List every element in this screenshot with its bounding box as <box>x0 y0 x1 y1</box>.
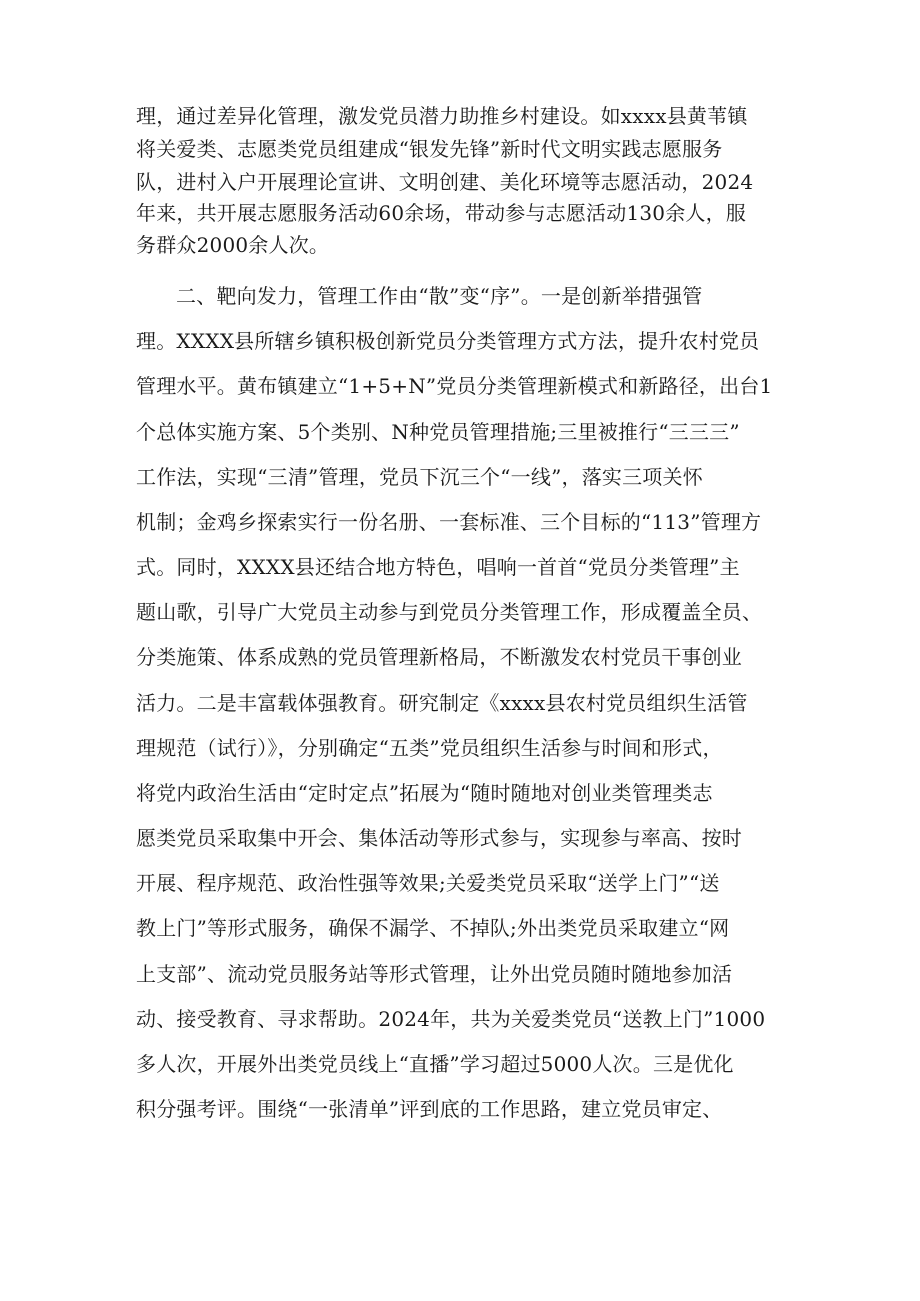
text-line: 机制；金鸡乡探索实行一份名册、一套标准、三个目标的“113”管理方 <box>136 510 762 534</box>
text-line: 理规范（试行）》，分别确定“五类”党员组织生活参与时间和形式， <box>136 736 723 760</box>
text-line: 年来，共开展志愿服务活动60余场，带动参与志愿活动130余人，服 <box>136 201 747 225</box>
text-line: 教上门”等形式服务，确保不漏学、不掉队;外出类党员采取建立“网 <box>136 916 730 940</box>
text-line: 动、接受教育、寻求帮助。2024年，共为关爱类党员“送教上门”1000 <box>136 1007 766 1031</box>
text-line: 多人次，开展外出类党员线上“直播”学习超过5000人次。三是优化 <box>136 1052 734 1076</box>
text-line: 积分强考评。围绕“一张清单”评到底的工作思路，建立党员审定、 <box>136 1097 723 1121</box>
text-line: 开展、程序规范、政治性强等效果;关爱类党员采取“送学上门”“送 <box>136 871 720 895</box>
text-line: 理，通过差异化管理，激发党员潜力助推乡村建设。如xxxx县黄苇镇 <box>136 104 748 128</box>
text-line: 务群众2000余人次。 <box>136 233 330 257</box>
text-line: 分类施策、体系成熟的党员管理新格局，不断激发农村党员干事创业 <box>136 645 742 669</box>
text-line: 题山歌，引导广大党员主动参与到党员分类管理工作，形成覆盖全员、 <box>136 600 763 624</box>
text-line: 愿类党员采取集中开会、集体活动等形式参与，实现参与率高、按时 <box>136 826 742 850</box>
text-line: 个总体实施方案、5个类别、N种党员管理措施;三里被推行“三三三” <box>136 420 740 444</box>
section-heading-line: 二、靶向发力，管理工作由“散”变“序”。一是创新举措强管 <box>176 284 703 308</box>
text-line: 队，进村入户开展理论宣讲、文明创建、美化环境等志愿活动，2024 <box>136 170 754 194</box>
text-line: 将关爱类、志愿类党员组建成“银发先锋”新时代文明实践志愿服务 <box>136 137 723 161</box>
text-line: 将党内政治生活由“定时定点”拓展为“随时随地对创业类管理类志 <box>136 781 713 805</box>
text-line: 上支部”、流动党员服务站等形式管理，让外出党员随时随地参加活 <box>136 962 733 986</box>
text-line: 活力。二是丰富载体强教育。研究制定《xxxx县农村党员组织生活管 <box>136 691 748 715</box>
text-line: 式。同时，XXXX县还结合地方特色，唱响一首首“党员分类管理”主 <box>136 555 740 579</box>
text-line: 工作法，实现“三清”管理，党员下沉三个“一线”，落实三项关怀 <box>136 465 703 489</box>
text-line: 管理水平。黄布镇建立“1+5+N”党员分类管理新模式和新路径，出台1 <box>136 374 773 398</box>
text-line: 理。XXXX县所辖乡镇积极创新党员分类管理方式方法，提升农村党员 <box>136 329 760 353</box>
